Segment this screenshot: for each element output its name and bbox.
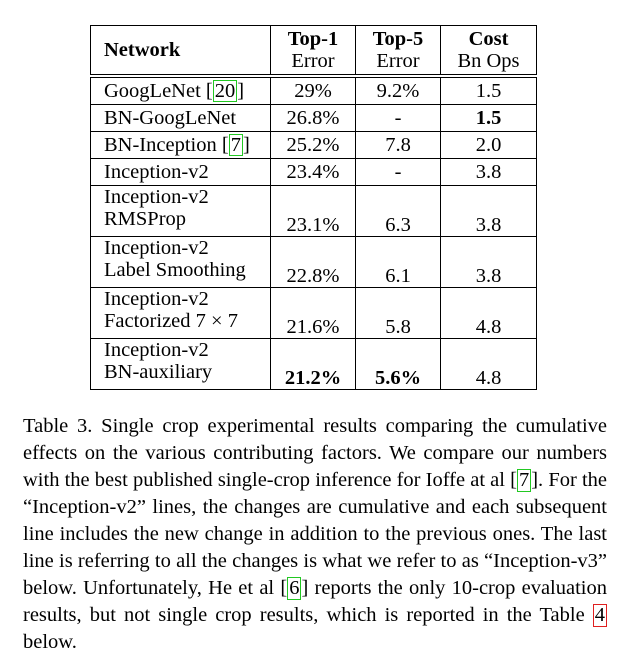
row-top1: 23.1%: [271, 186, 356, 237]
network-name: BN-GoogLeNet: [104, 106, 237, 129]
row-network: [91, 237, 271, 288]
header-top1: [271, 26, 356, 77]
row-top5: -: [356, 105, 441, 132]
row-top5: -: [356, 159, 441, 186]
row-cost: 3.8: [441, 237, 537, 288]
row-cost: 1.5: [441, 76, 537, 105]
table-header-row: [91, 26, 537, 77]
network-variant: BN-auxiliary: [104, 361, 213, 384]
header-top5-sub: Error: [376, 50, 420, 72]
caption-bracket: [: [510, 469, 517, 491]
row-top1: 21.2%: [271, 339, 356, 390]
row-top1: 29%: [271, 76, 356, 105]
header-network: Network: [91, 26, 271, 77]
row-cost: 4.8: [441, 288, 537, 339]
row-network: [91, 186, 271, 237]
row-network: [91, 339, 271, 390]
row-top1: 21.6%: [271, 288, 356, 339]
citation-link[interactable]: [213, 80, 238, 103]
caption-bracket: ]: [531, 469, 539, 491]
table-caption: [23, 413, 607, 656]
table-row: [91, 339, 537, 390]
row-top1: 26.8%: [271, 105, 356, 132]
header-top5-label: Top-5: [372, 27, 424, 50]
network-name: Inception-v2: [104, 160, 209, 183]
row-top5: 6.1: [356, 237, 441, 288]
caption-bracket: ]: [301, 577, 309, 599]
citation-number: 7: [230, 133, 241, 156]
row-top5: 7.8: [356, 132, 441, 159]
row-top1: 22.8%: [271, 237, 356, 288]
network-name: Inception-v2: [104, 288, 209, 310]
citation-number: 6: [289, 577, 300, 599]
row-top5: 6.3: [356, 186, 441, 237]
table-row: [91, 237, 537, 288]
caption-bracket: [: [280, 577, 288, 599]
row-top1: 23.4%: [271, 159, 356, 186]
network-name: Inception-v2: [104, 237, 209, 259]
header-top1-label: Top-1: [287, 27, 339, 50]
row-cost: 1.5: [441, 105, 537, 132]
network-name: GoogLeNet: [104, 79, 201, 102]
table-row: [91, 132, 537, 159]
network-variant: Factorized 7 × 7: [104, 310, 238, 333]
citation-number: 20: [214, 79, 236, 102]
row-cost: 3.8: [441, 159, 537, 186]
row-cost: 3.8: [441, 186, 537, 237]
table-row: [91, 76, 537, 105]
header-cost-label: Cost: [468, 27, 509, 50]
row-network: [91, 159, 271, 186]
row-cost: 4.8: [441, 339, 537, 390]
table-row: [91, 186, 537, 237]
citation-link[interactable]: [229, 134, 243, 157]
row-top1: 25.2%: [271, 132, 356, 159]
row-top5: 9.2%: [356, 76, 441, 105]
citation-link[interactable]: [287, 577, 301, 600]
table-reference-number: 4: [594, 604, 605, 626]
row-network: [91, 288, 271, 339]
row-cost: 2.0: [441, 132, 537, 159]
row-network: BN-Inception [7]: [91, 132, 271, 159]
caption-text: . For the “Inception-v2” lines, the changes are cumulative and each subsequent line includes the new change in addition to the previous ones. The last line is referring to all the changes is what we refer to as “Inception-v3” below. Unfortunately, He et al: [23, 469, 607, 599]
network-variant: Label Smoothing: [104, 259, 246, 282]
network-name: Inception-v2: [104, 186, 209, 208]
row-network: GoogLeNet [20]: [91, 76, 271, 105]
row-top5: 5.6%: [356, 339, 441, 390]
table-row: [91, 159, 537, 186]
network-name: Inception-v2: [104, 339, 209, 361]
citation-link[interactable]: [517, 469, 531, 492]
table-row: [91, 288, 537, 339]
results-table: [90, 25, 537, 390]
row-top5: 5.8: [356, 288, 441, 339]
network-name: BN-Inception: [104, 133, 217, 156]
table-row: [91, 105, 537, 132]
citation-number: 7: [518, 469, 530, 491]
row-network: [91, 105, 271, 132]
caption-text: reports the only 10-crop evaluation results, but not single crop results, which is reported in the Table: [23, 577, 607, 626]
caption-text: below.: [23, 631, 77, 653]
header-cost: [441, 26, 537, 77]
network-variant: RMSProp: [104, 208, 187, 231]
header-top5: [356, 26, 441, 77]
caption-text: Table 3. Single crop experimental results comparing the cumulative effects on the various contributing factors. We compare our numbers with the best published single-crop inference for Ioffe at al: [23, 415, 607, 491]
table-reference-link[interactable]: [593, 604, 607, 627]
header-top1-sub: Error: [291, 50, 335, 72]
header-cost-sub: Bn Ops: [457, 50, 520, 72]
